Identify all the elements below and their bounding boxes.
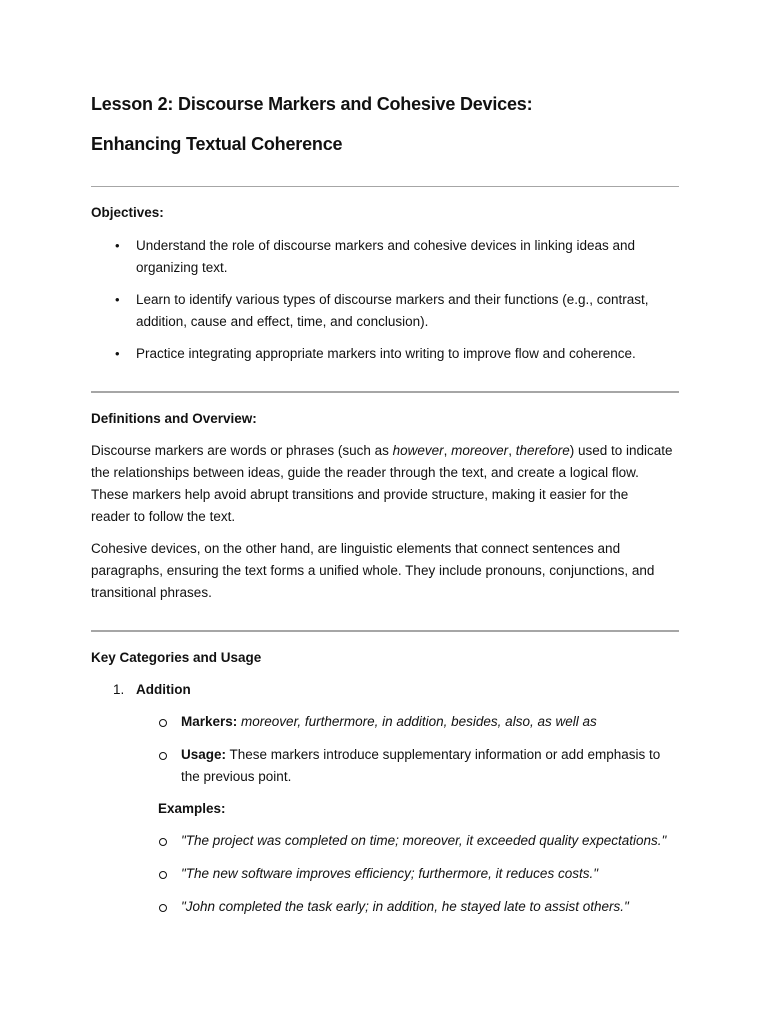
objective-line: Practice integrating appropriate markers into writing to improve flow and coherence. bbox=[136, 346, 636, 361]
categories-heading: Key Categories and Usage bbox=[91, 650, 262, 665]
paragraph-line: paragraphs, ensuring the text forms a unified whole. They include pronouns, conjunctions, and bbox=[91, 563, 655, 578]
paragraph-line: transitional phrases. bbox=[91, 585, 212, 600]
paragraph-line: reader to follow the text. bbox=[91, 509, 236, 524]
section-divider bbox=[91, 630, 679, 632]
example-item: "The new software improves efficiency; furthermore, it reduces costs." bbox=[181, 866, 598, 881]
circle-bullet-icon bbox=[159, 838, 167, 846]
circle-bullet-icon bbox=[159, 719, 167, 727]
examples-heading: Examples: bbox=[158, 801, 226, 816]
paragraph-line: Discourse markers are words or phrases (such as however, moreover, therefore) used to indicate bbox=[91, 443, 673, 458]
paragraph-line: Cohesive devices, on the other hand, are linguistic elements that connect sentences and bbox=[91, 541, 621, 556]
bullet-icon: • bbox=[115, 292, 120, 307]
bullet-icon: • bbox=[115, 238, 120, 253]
markers-line: Markers: moreover, furthermore, in addition, besides, also, as well as bbox=[181, 714, 597, 729]
objective-line: Understand the role of discourse markers and cohesive devices in linking ideas and bbox=[136, 238, 636, 253]
circle-bullet-icon bbox=[159, 904, 167, 912]
objective-line: organizing text. bbox=[136, 260, 228, 275]
definitions-heading: Definitions and Overview: bbox=[91, 411, 257, 426]
example-item: "The project was completed on time; moreover, it exceeded quality expectations." bbox=[181, 833, 667, 848]
example-item: "John completed the task early; in addition, he stayed late to assist others." bbox=[181, 899, 629, 914]
list-number: 1. bbox=[113, 682, 125, 697]
objective-line: addition, cause and effect, time, and conclusion). bbox=[136, 314, 429, 329]
circle-bullet-icon bbox=[159, 871, 167, 879]
objectives-heading: Objectives: bbox=[91, 205, 164, 220]
usage-line: Usage: These markers introduce supplementary information or add emphasis to bbox=[181, 747, 661, 762]
section-divider bbox=[91, 391, 679, 393]
objective-line: Learn to identify various types of discourse markers and their functions (e.g., contrast, bbox=[136, 292, 649, 307]
definitions-paragraph-1 bbox=[91, 440, 691, 528]
definitions-paragraph-2 bbox=[91, 538, 691, 604]
bullet-icon: • bbox=[115, 346, 120, 361]
objective-item bbox=[136, 289, 696, 333]
usage-block bbox=[181, 744, 701, 788]
page-title-line1: Lesson 2: Discourse Markers and Cohesive Devices: bbox=[91, 94, 533, 114]
circle-bullet-icon bbox=[159, 752, 167, 760]
objective-item bbox=[136, 343, 696, 365]
paragraph-line: These markers help avoid abrupt transitions and provide structure, making it easier for the bbox=[91, 487, 629, 502]
paragraph-line: the relationships between ideas, guide the reader through the text, and create a logical flow. bbox=[91, 465, 639, 480]
category-name: Addition bbox=[136, 682, 191, 697]
usage-line: the previous point. bbox=[181, 769, 292, 784]
page-title-line2: Enhancing Textual Coherence bbox=[91, 134, 343, 154]
section-divider bbox=[91, 186, 679, 187]
objective-item bbox=[136, 235, 696, 279]
